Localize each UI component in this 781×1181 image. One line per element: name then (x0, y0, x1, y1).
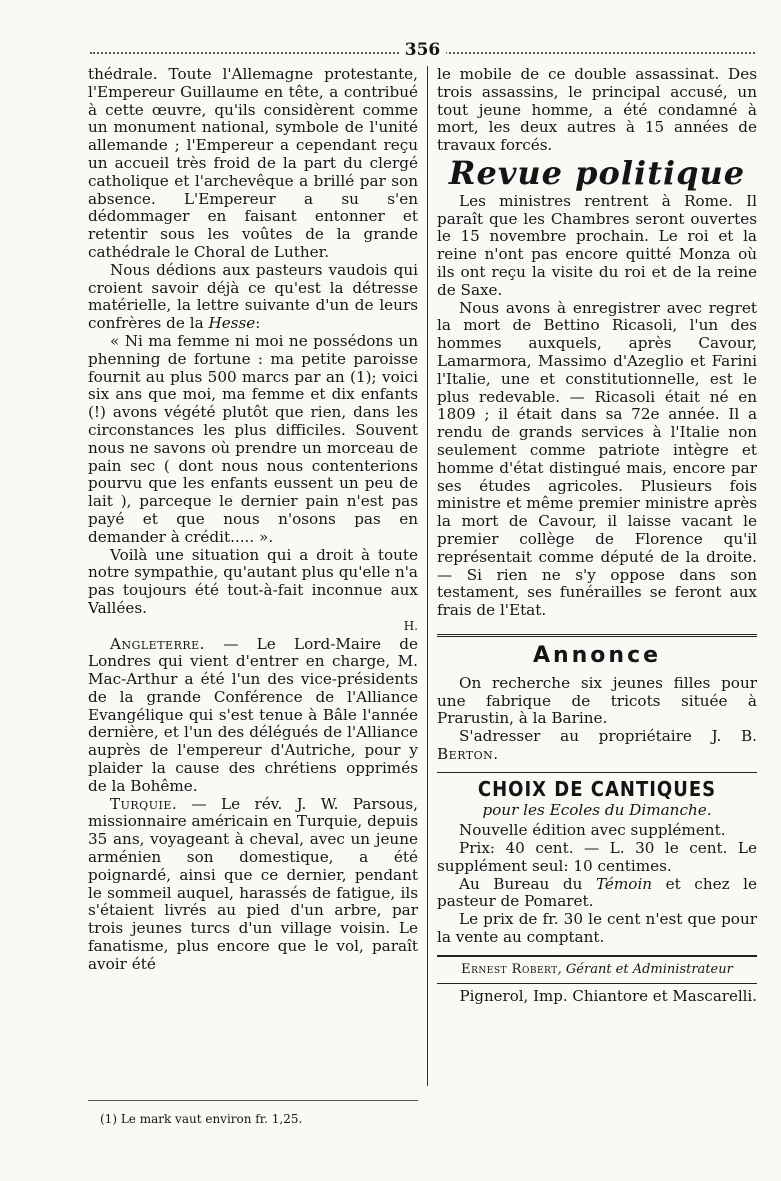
annonce-text: On recherche six jeunes filles pour une fabrique de tricots située à Prarustin, à la Barine. (437, 673, 757, 728)
angleterre-label: Angleterre. (110, 634, 206, 653)
bureau-text: Au Bureau du (459, 874, 596, 893)
dedication-end: : (255, 314, 261, 333)
turquie-text: — Le rév. J. W. Parsous, missionnaire américain en Turquie, depuis 35 ans, voyageant à cheval, avec un jeune arménien son domestique, a été poignardé, ainsi que ce dernier, pendant le sommeil auquel, harassés de fatigue, ils s'étaient livrés au pied d'un arbre, par trois jeunes turcs d'un village voisin. Le fanatisme, plus encore que le vol, paraît avoir été (88, 794, 418, 973)
author-signature: H. (403, 618, 418, 633)
annonce-contact (437, 728, 757, 764)
gerant-role: , Gérant et Administrateur (557, 961, 733, 977)
paragraph-allemagne: thédrale. Toute l'Allemagne protestante, l'Empereur Guillaume en tête, a contribué à cette œuvre, qu'ils considèrent comme un monument national, symbole de l'unité allemande ; l'Empereur a cependant reçu un accueil très froid de la part du clergé catholique et l'archevêque a brillé par son absence. L'Empereur a su s'en dédommager en faisant entonner et retentir sous les voûtes de la grande cathédrale le Choral de Luther. (88, 65, 418, 261)
paragraph-dedication (88, 262, 418, 333)
annonce-heading: Annonce (532, 642, 662, 668)
paragraph-assassinat: le mobile de ce double assassinat. Des trois assassins, le principal accusé, un tout jeune homme, a été condamné à mort, les deux autres à 15 années de travaux forcés. (437, 65, 757, 155)
gerant-name: Ernest Robert (461, 961, 558, 977)
footnote: (1) Le mark vaut environ fr. 1,25. (100, 1112, 303, 1126)
bureau-end: et chez le pasteur de Pomaret. (437, 874, 757, 911)
paragraph-ricasoli: Nous avons à enregistrer avec regret la mort de Bettino Ricasoli, l'un des hommes auxquels, après Cavour, Lamarmora, Massimo d'Azeglio et Farini l'Italie, une et constitutionnelle, est le plus redevable. — Ricasoli était né en 1809 ; il était dans sa 72e année. Il a rendu de grands services à l'Italie non seulement comme patriote intègre et homme d'état distingué mais, encore par ses études agricoles. Plusieurs fois ministre et même premier ministre après la mort de Cavour, il laisse vacant le premier collège de Florence qu'il représentait comme député de la droite. — Si rien ne s'y oppose dans son testament, ses funérailles se feront aux frais de l'Etat. (437, 298, 757, 620)
angleterre-text: — Le Lord-Maire de Londres qui vient d'entrer en charge, M. Mac-Arthur a été l'un des vice-présidents de la grande Conférence de l'Alliance Evangélique qui s'est tenue à Bâle l'année dernière, et l'un des délégués de l'Alliance auprès de l'empereur d'Autriche, pour y plaider la cause des chrétiens opprimés de la Bohême. (88, 634, 418, 795)
choix-edition: Nouvelle édition avec supplément. (459, 821, 726, 840)
choix-comptant: Le prix de fr. 30 le cent n'est que pour la vente au comptant. (437, 910, 757, 947)
contact-text: S'adresser au propriétaire J. B. (459, 727, 757, 746)
contact-end: . (493, 744, 499, 763)
annonce-divider (437, 772, 757, 773)
page-number: 356 (399, 40, 447, 60)
paragraph-ministres: Les ministres rentrent à Rome. Il paraît que les Chambres seront ouvertes le 15 novembre prochain. Le roi et la reine n'ont pas encore quitté Monza où ils ont reçu la visite du roi et de la reine de Saxe. (437, 191, 757, 299)
section-divider (437, 634, 757, 637)
gerant-line (437, 955, 757, 979)
right-column (437, 66, 757, 1005)
left-column (88, 66, 418, 974)
letter-quote: « Ni ma femme ni moi ne possédons un phenning de fortune : ma petite paroisse fournit au plus 500 marcs par an (1); voici six ans que moi, ma femme et dix enfants (!) avons végété plutôt que rien, dans les circonstances les plus difficiles. Souvent nous ne savons où prendre un morceau de pain sec ( dont nous nous contenterions pourvu que les enfants eussent un peu de lait ), parceque le dernier pain n'est pas payé et que nous n'osons pas en demander à crédit..... ». (88, 331, 418, 546)
choix-subtitle: pour les Ecoles du Dimanche. (482, 801, 712, 820)
turquie-label: Turquie. (110, 794, 178, 813)
contact-name: Berton (437, 744, 494, 763)
printer-line: Pignerol, Imp. Chiantore et Mascarelli. (437, 983, 757, 1006)
paragraph-angleterre (88, 636, 418, 796)
temoin-name: Témoin (595, 874, 653, 893)
hesse-name: Hesse (208, 314, 256, 333)
running-header (90, 40, 755, 64)
choix-bureau (437, 876, 757, 912)
choix-cantiques-heading: CHOIX DE CANTIQUES (477, 776, 717, 801)
column-divider (427, 66, 428, 1086)
choix-prix: Prix: 40 cent. — L. 30 le cent. Le supplément seul: 10 centimes. (437, 839, 757, 875)
dedication-text: Nous dédions aux pasteurs vaudois qui croient savoir déjà ce qu'est la détresse matérielle, la lettre suivante d'un de leurs confrères de la (88, 260, 418, 333)
revue-politique-heading: Revue politique (448, 153, 746, 192)
paragraph-turquie (88, 796, 418, 974)
paragraph-situation: Voilà une situation qui a droit à toute notre sympathie, qu'autant plus qu'elle n'a pas toujours été tout-à-fait inconnue aux Vallées. (88, 545, 418, 617)
footnote-rule (88, 1100, 418, 1101)
